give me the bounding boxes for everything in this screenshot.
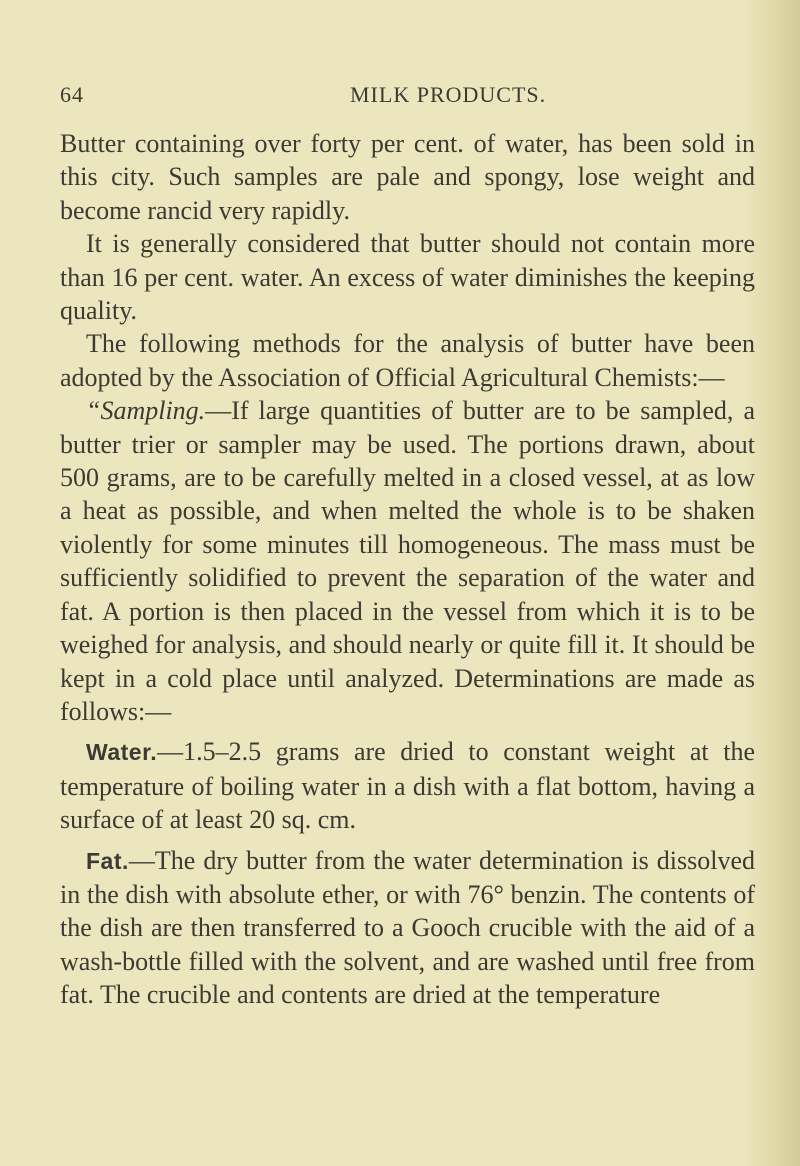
fat-text: —The dry butter from the water determination is dissolved in the dish with absolute ether, or with 76° benzin. The contents of the dish are then transferred to a Gooch crucible with the aid of a wash-bottle filled with the solvent, and are washed until free from fat. The crucible and contents are dried at the temperature (60, 845, 755, 1010)
paragraph-water (60, 735, 755, 836)
sampling-text: —If large quantities of butter are to be sampled, a butter trier or sampler may be used. The portions drawn, about 500 grams, are to be carefully melted in a closed vessel, at as low a heat as possible, and when melted the whole is to be shaken violently for some minutes till homogeneous. The mass must be sufficiently solidified to prevent the separation of the water and fat. A portion is then placed in the vessel from which it is to be weighed for analysis, and should nearly or quite fill it. It should be kept in a cold place until analyzed. Determinations are made as follows:— (60, 396, 755, 726)
water-text: —1.5–2.5 grams are dried to constant weight at the temperature of boiling water in a dish with a flat bottom, having a surface of at least 20 sq. cm. (60, 737, 755, 835)
running-title: MILK PRODUCTS. (350, 82, 547, 107)
paragraph-methods-intro: The following methods for the analysis of butter have been adopted by the Association of Official Agricultural Chemists:— (60, 329, 755, 392)
sampling-heading: “Sampling. (86, 396, 206, 426)
running-head (60, 82, 750, 112)
paragraph-fat (60, 844, 755, 1012)
page-number: 64 (60, 82, 84, 107)
paragraph-butter-water: Butter containing over forty per cent. of water, has been sold in this city. Such samples are pale and spongy, lose weight and become rancid very rapidly. (60, 129, 755, 225)
paragraph-water-limit: It is generally considered that butter should not contain more than 16 per cent. water. An excess of water diminishes the keeping quality. (60, 229, 755, 326)
fat-heading: Fat. (86, 847, 129, 874)
paragraph-sampling (60, 394, 755, 728)
water-heading: Water. (86, 739, 158, 766)
body-text (60, 127, 755, 1012)
